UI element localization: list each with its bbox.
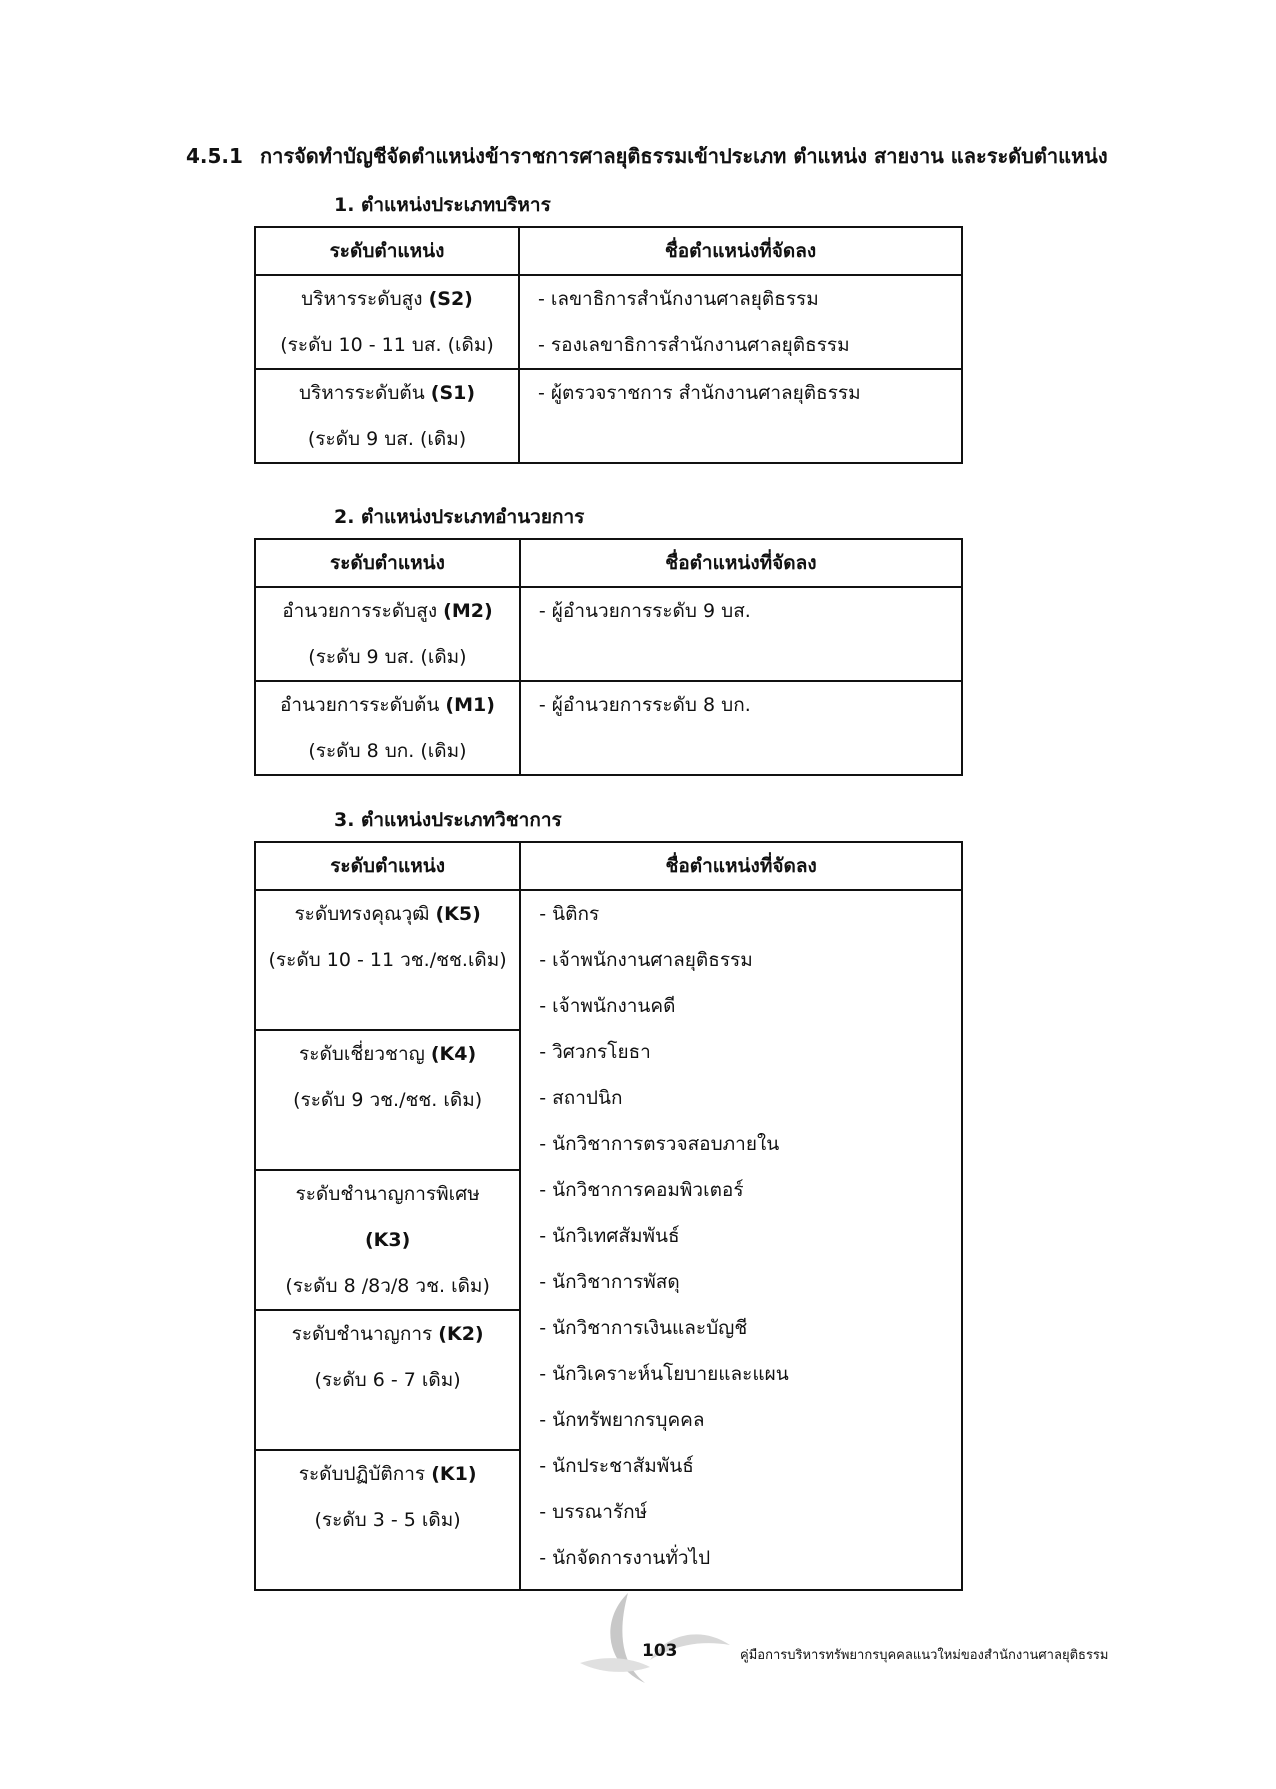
position-title: - นักจัดการงานทั่วไป (539, 1547, 711, 1569)
position-title: - ผู้อำนวยการระดับ 9 บส. (538, 600, 751, 622)
level-note: (ระดับ 8 /8ว/8 วช. เดิม) (285, 1275, 490, 1297)
position-title: - นักประชาสัมพันธ์ (539, 1455, 694, 1477)
position-title: - สถาปนิก (539, 1087, 623, 1109)
level-note: (ระดับ 3 - 5 เดิม) (314, 1509, 461, 1531)
level-code: (K4) (430, 1043, 477, 1065)
level-note: (ระดับ 9 บส. (เดิม) (307, 428, 467, 450)
level-name: อำนวยการระดับสูง (282, 600, 438, 622)
level-note: (ระดับ 8 บก. (เดิม) (308, 740, 467, 762)
level-name: ระดับทรงคุณวุฒิ (294, 903, 430, 925)
table-row (255, 587, 962, 681)
titles-cell (520, 587, 962, 681)
level-cell-k4 (255, 1030, 520, 1170)
position-title: - นิติกร (539, 903, 600, 925)
position-title: - นักวิเคราะห์นโยบายและแผน (539, 1363, 789, 1385)
level-note: (ระดับ 6 - 7 เดิม) (314, 1369, 461, 1391)
level-code: (K3) (364, 1229, 411, 1251)
level-name: บริหารระดับต้น (298, 382, 425, 404)
swirl-logo-icon (580, 1585, 730, 1695)
position-title: - นักวิชาการตรวจสอบภายใน (539, 1133, 780, 1155)
title-column-header: ชื่อตำแหน่งที่จัดลง (519, 227, 962, 275)
level-note: (ระดับ 10 - 11 บส. (เดิม) (280, 334, 494, 356)
page-number: 103 (642, 1641, 678, 1661)
level-name: อำนวยการระดับต้น (279, 694, 440, 716)
titles-cell (519, 369, 962, 463)
titles-cell (520, 681, 962, 775)
table-header-row (255, 539, 962, 587)
level-cell-k3 (255, 1170, 520, 1310)
position-title: - ผู้ตรวจราชการ สำนักงานศาลยุติธรรม (538, 382, 861, 404)
section2-table (254, 538, 963, 776)
level-code: (K1) (431, 1463, 477, 1485)
position-title: - นักวิชาการพัสดุ (539, 1271, 680, 1293)
level-cell (255, 681, 520, 775)
level-note: (ระดับ 9 วช./ชช. เดิม) (293, 1089, 483, 1111)
level-code: (M2) (443, 600, 493, 622)
level-code: (K5) (435, 903, 481, 925)
position-title: - บรรณารักษ์ (539, 1501, 648, 1523)
level-code: (M1) (445, 694, 495, 716)
position-title: - เจ้าพนักงานคดี (539, 995, 676, 1017)
level-cell-k2 (255, 1310, 520, 1450)
level-name: ระดับปฏิบัติการ (298, 1463, 426, 1485)
table-row (255, 275, 962, 369)
level-code: (S1) (430, 382, 476, 404)
footer-text: คู่มือการบริหารทรัพยากรบุคคลแนวใหม่ของสำนักงานศาลยุติธรรม (740, 1648, 1109, 1663)
table-header-row (255, 842, 962, 890)
section-number: 4.5.1 (186, 144, 243, 168)
position-title: - นักวิเทศสัมพันธ์ (539, 1225, 680, 1247)
level-code: (S2) (428, 288, 473, 310)
level-column-header: ระดับตำแหน่ง (255, 227, 519, 275)
level-column-header: ระดับตำแหน่ง (255, 842, 520, 890)
title-column-header: ชื่อตำแหน่งที่จัดลง (520, 842, 962, 890)
position-title: - วิศวกรโยธา (539, 1041, 651, 1063)
level-cell (255, 587, 520, 681)
level-note: (ระดับ 10 - 11 วช./ชช.เดิม) (268, 949, 507, 971)
level-name: บริหารระดับสูง (301, 288, 423, 310)
level-note: (ระดับ 9 บส. (เดิม) (308, 646, 467, 668)
position-title: - ผู้อำนวยการระดับ 8 บก. (538, 694, 751, 716)
level-name: ระดับชำนาญการ (291, 1323, 433, 1345)
section3-title: 3. ตำแหน่งประเภทวิชาการ (334, 809, 562, 831)
level-column-header: ระดับตำแหน่ง (255, 539, 520, 587)
table-row (255, 890, 962, 1030)
titles-cell (519, 275, 962, 369)
level-name: ระดับชำนาญการพิเศษ (295, 1183, 480, 1205)
level-cell-k1 (255, 1450, 520, 1590)
level-cell (255, 275, 519, 369)
position-title: - นักวิชาการเงินและบัญชี (539, 1317, 748, 1339)
title-column-header: ชื่อตำแหน่งที่จัดลง (520, 539, 962, 587)
section1-table (254, 226, 963, 464)
position-title: - เจ้าพนักงานศาลยุติธรรม (539, 949, 753, 971)
section2-title: 2. ตำแหน่งประเภทอำนวยการ (334, 506, 585, 528)
position-title: - นักทรัพยากรบุคคล (539, 1409, 705, 1431)
titles-cell (520, 890, 962, 1590)
position-title: - นักวิชาการคอมพิวเตอร์ (539, 1179, 744, 1201)
position-title: - เลขาธิการสำนักงานศาลยุติธรรม (538, 288, 819, 310)
position-title: - รองเลขาธิการสำนักงานศาลยุติธรรม (538, 334, 850, 356)
level-name: ระดับเชี่ยวชาญ (299, 1043, 425, 1065)
table-row (255, 681, 962, 775)
level-cell-k5 (255, 890, 520, 1030)
section3-table (254, 841, 963, 1591)
level-code: (K2) (438, 1323, 484, 1345)
section-heading-text: การจัดทำบัญชีจัดตำแหน่งข้าราชการศาลยุติธรรมเข้าประเภท ตำแหน่ง สายงาน และระดับตำแหน่ง (260, 144, 1108, 168)
table-row (255, 369, 962, 463)
table-header-row (255, 227, 962, 275)
level-cell (255, 369, 519, 463)
section1-title: 1. ตำแหน่งประเภทบริหาร (334, 194, 551, 216)
section-heading (186, 140, 1196, 172)
